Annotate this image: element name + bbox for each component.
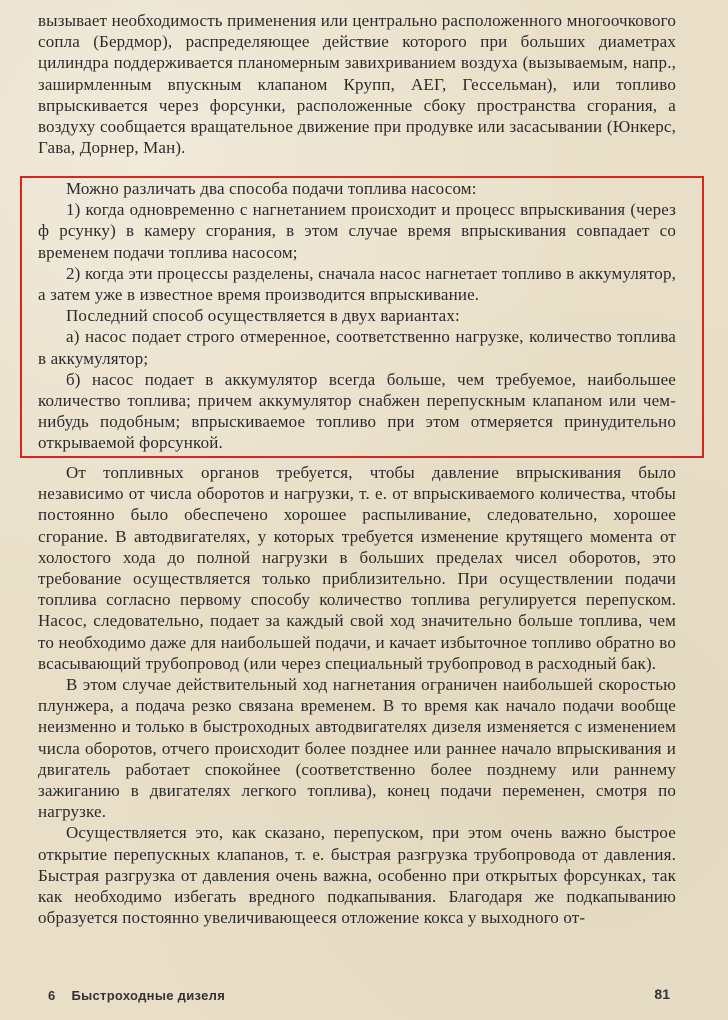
- variant-b: б) насос подает в аккумулятор всегда больше, чем требуемое, наибольшее количество топлива; причем аккумулятор снабжен перепускным клапаном или чем-нибудь подобным; впрыскиваемое топливо при этом отмеряется принудительно открываемой форсункой.: [38, 369, 676, 453]
- list-item-2: 2) когда эти процессы разделены, сначала насос нагнетает топливо в аккумулятор, а затем уже в известное время производится впрыскивание.: [38, 263, 676, 305]
- variant-a: а) насос подает строго отмеренное, соответственно нагрузке, количество топлива в аккумулятор;: [38, 327, 676, 368]
- signature-title: Быстроходные дизеля: [71, 988, 226, 1003]
- paragraph: вызывает необходимость применения или центрально расположенного многоочкового сопла (Бердмор), распределяющее действие которого при больших диаметрах цилиндра поддерживается планомерным завихриванием воздуха (вызываемым, напр., заширмленным впускным клапаном Крупп, АЕГ, Гессельман), или топливо впрыскивается через форсунки, расположенные сбоку пространства сгорания, а воздуху сообщается вращательное движение при продувке или засасывании (Юнкерс, Гава, Дорнер, Ман).: [38, 11, 676, 158]
- text-block-highlighted: [38, 178, 676, 454]
- paragraph: В этом случае действительный ход нагнетания ограничен наибольшей скоростью плунжера, а подача резко связана временем. В то время как начало подачи вообще неизменно и только в быстроходных автодвигателях дизеля изменяется с изменением числа оборотов, отчего происходит более позднее или раннее начало впрыскивания и двигатель работает спокойнее (соответственно более позднему или раннему зажиганию в двигателях легкого топлива), конец подачи переменен, смотря по нагрузке.: [38, 675, 676, 822]
- paragraph-variants-intro: Последний способ осуществляется в двух вариантах:: [66, 306, 460, 326]
- paragraph: Осуществляется это, как сказано, перепуском, при этом очень важно быстрое открытие перепускных клапанов, т. е. быстрая разгрузка трубопровода от давления. Быстрая разгрузка от давления очень важна, особенно при открытых форсунках, так как необходимо избегать вредного подкапывания. Благодаря же подкапыванию образуется постоянно увеличивающееся отложение кокса у выходного от-: [38, 823, 676, 928]
- text-block-top: [38, 10, 676, 158]
- list-item-1: 1) когда одновременно с нагнетанием происходит и процесс впрыскивания (через ф рсунку) в камеру сгорания, в этом случае время впрыскивания совпадает со временем подачи топлива насосом;: [38, 200, 676, 262]
- page-number: 81: [654, 986, 670, 1002]
- text-block-bottom: [38, 462, 676, 928]
- paragraph-intro: Можно различать два способа подачи топлива насосом:: [66, 179, 477, 198]
- signature-number: 6: [48, 988, 56, 1003]
- signature-mark: [48, 988, 225, 1003]
- paragraph: От топливных органов требуется, чтобы давление впрыскивания было независимо от числа оборотов и нагрузки, т. е. от впрыскиваемого количества, чтобы постоянно было обеспечено хорошее распыливание, следовательно, хорошее сгорание. В автодвигателях, у которых требуется изменение крутящего момента от холостого хода до полной нагрузки в больших пределах чисел оборотов, это требование осуществляется только приблизительно. При осуществлении подачи топлива согласно первому способу количество топлива регулируется перепуском. Насос, следовательно, подает за каждый свой ход значительно больше топлива, чем то необходимо даже для наибольшей подачи, и качает избыточное топливо обратно во всасывающий трубопровод (или через специальный трубопровод в расходный бак).: [38, 463, 676, 673]
